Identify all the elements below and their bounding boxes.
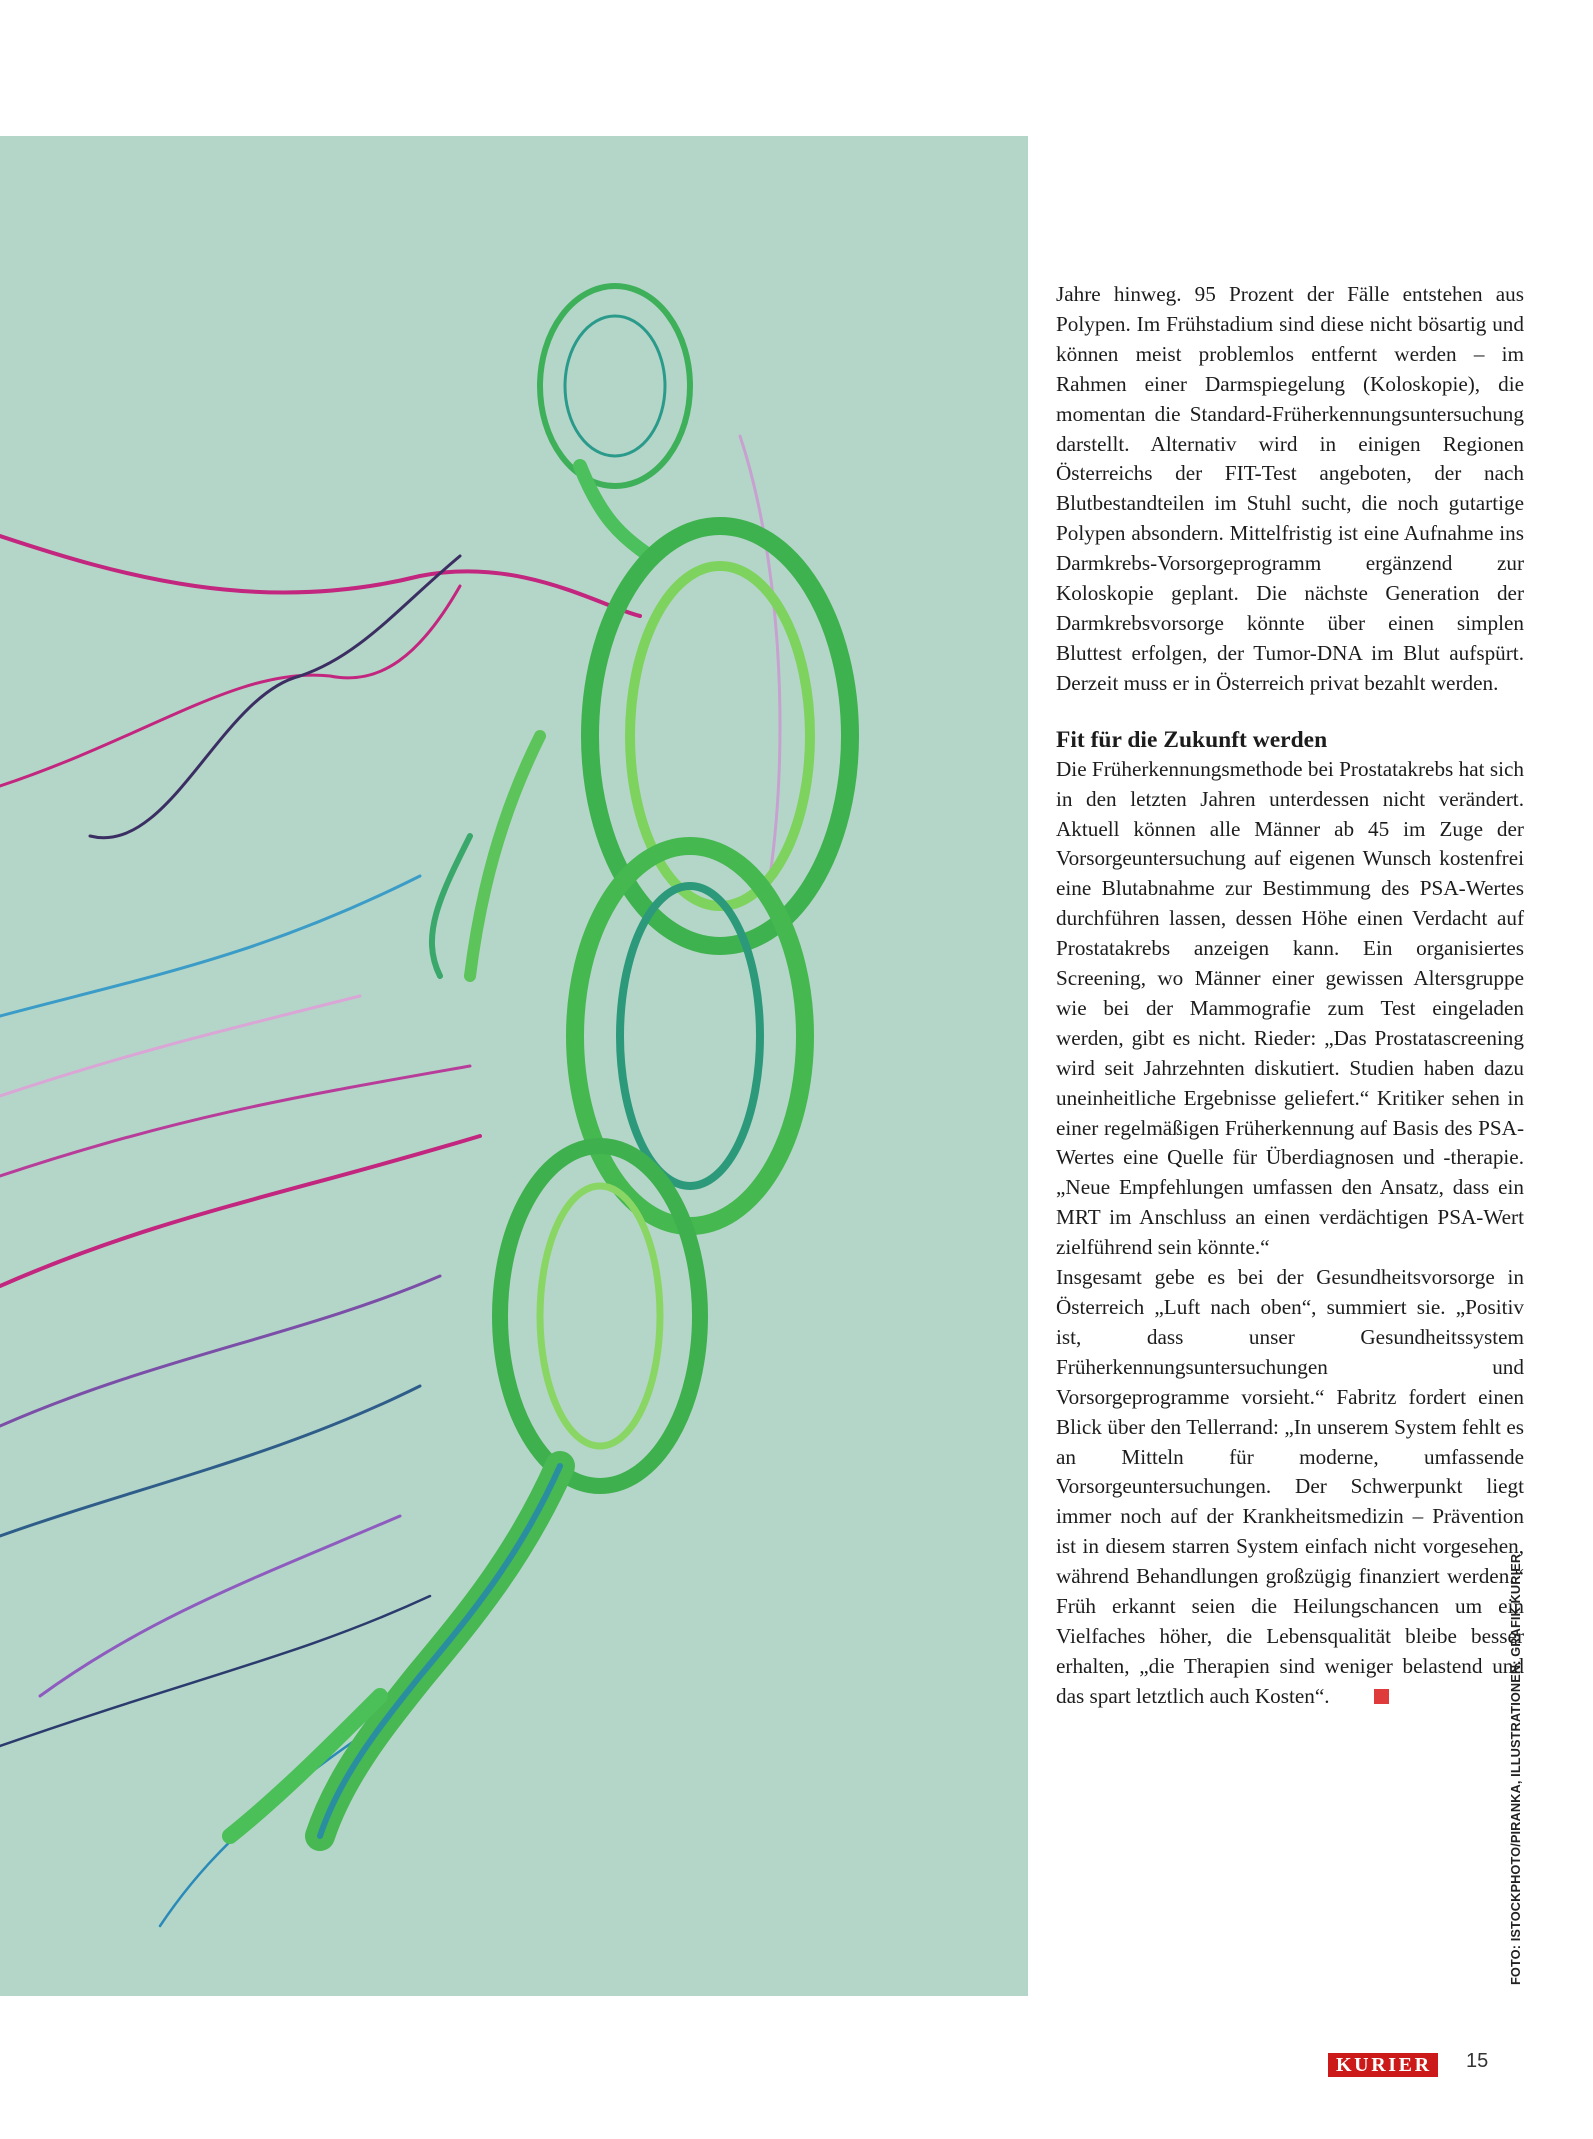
article-paragraph: Die Früherkennungsmethode bei Prostatakrebs hat sich in den letzten Jahren unterdessen nicht verändert. Aktuell können alle Männer ab 45 im Zuge der Vorsorgeuntersuchung auf eigenen Wunsch kostenfrei eine Blutabnahme zur Bestimmung des PSA-Wertes durchführen lassen, dessen Höhe einen Verdacht auf Prostatakrebs anzeigen kann. Ein organisiertes Screening, wo Männer einer gewissen Altersgruppe wie bei der Mammografie zum Test eingeladen werden, gibt es nicht. Rieder: „Das Prostatascreening wird seit Jahrzehnten diskutiert. Studien haben dazu uneinheitliche Ergebnisse geliefert.“ Kritiker sehen in einer regelmäßigen Früherkennung auf Basis des PSA-Wertes eine Quelle für Überdiagnosen und -therapie. „Neue Empfehlungen umfassen den Ansatz, dass ein MRT im Anschluss an einen verdächtigen PSA-Wert zielführend sein könnte.“	[1056, 756, 1524, 1260]
photo-credit: FOTO: ISTOCKPHOTO/PIRANKA, ILLUSTRATIONEN: GRAFIK KURIER	[1508, 1553, 1523, 1985]
article-text-column	[1056, 280, 1524, 1712]
article-paragraph: Jahre hinweg. 95 Prozent der Fälle entstehen aus Polypen. Im Frühstadium sind diese nicht bösartig und können meist problemlos entfernt werden – im Rahmen einer Darmspiegelung (Koloskopie), die momentan die Standard-Früherkennungsuntersuchung darstellt. Alternativ wird in einigen Regionen Österreichs der FIT-Test angeboten, der nach Blutbestandteilen im Stuhl sucht, die noch gutartige Polypen absondern. Mittelfristig ist eine Aufnahme ins Darmkrebs-Vorsorgeprogramm ergänzend zur Koloskopie geplant. Die nächste Generation der Darmkrebsvorsorge könnte über einen simplen Bluttest erfolgen, der Tumor-DNA im Blut aufspürt. Derzeit muss er in Österreich privat bezahlt werden.	[1056, 282, 1524, 695]
page-number: 15	[1466, 2050, 1489, 2072]
article-paragraph-with-end-mark	[1056, 1263, 1524, 1712]
section-heading: Fit für die Zukunft werden	[1056, 726, 1328, 753]
kurier-logo: KURIER	[1328, 2053, 1438, 2077]
wire-figure-graphic	[0, 136, 1028, 1996]
wire-figure-illustration	[0, 136, 1028, 1996]
article-paragraph: Insgesamt gebe es bei der Gesundheitsvorsorge in Österreich „Luft nach oben“, summiert sie. „Positiv ist, dass unser Gesundheitssystem Früherkennungsuntersuchungen und Vorsorgeprogramme vorsieht.“ Fabritz fordert einen Blick über den Tellerrand: „In unserem System fehlt es an Mitteln für moderne, umfassende Vorsorgeuntersuchungen. Der Schwerpunkt liegt immer noch auf der Krankheitsmedizin – Prävention ist in diesem starren System einfach nicht vorgesehen, während Behandlungen großzügig finanziert werden.“ Früh erkannt seien die Heilungschancen um ein Vielfaches höher, die Lebensqualität bleibe besser erhalten, „die Therapien sind weniger belastend und das spart letztlich auch Kosten“.	[1056, 1265, 1524, 1708]
end-of-article-square-icon	[1374, 1689, 1389, 1704]
